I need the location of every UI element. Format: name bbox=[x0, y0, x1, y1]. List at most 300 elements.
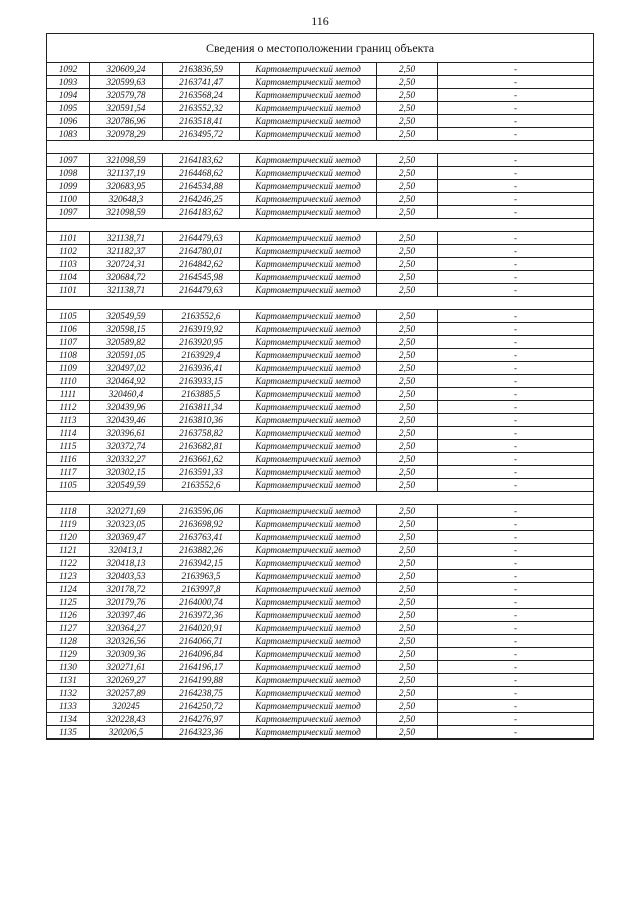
description-cell: - bbox=[438, 596, 594, 609]
precision-cell: 2,50 bbox=[377, 674, 438, 687]
method-cell: Картометрический метод bbox=[240, 414, 377, 427]
coord-x-cell: 320978,29 bbox=[90, 128, 163, 141]
point-number-cell: 1097 bbox=[47, 154, 90, 167]
method-cell: Картометрический метод bbox=[240, 89, 377, 102]
coord-x-cell: 320591,05 bbox=[90, 349, 163, 362]
description-cell: - bbox=[438, 479, 594, 492]
coord-y-cell: 2163698,92 bbox=[163, 518, 240, 531]
coord-y-cell: 2163552,6 bbox=[163, 479, 240, 492]
coord-x-cell: 320579,78 bbox=[90, 89, 163, 102]
coord-x-cell: 320439,96 bbox=[90, 401, 163, 414]
method-cell: Картометрический метод bbox=[240, 284, 377, 297]
description-cell: - bbox=[438, 245, 594, 258]
coord-x-cell: 321138,71 bbox=[90, 284, 163, 297]
coord-y-cell: 2164199,88 bbox=[163, 674, 240, 687]
coord-y-cell: 2164479,63 bbox=[163, 284, 240, 297]
coord-y-cell: 2164238,75 bbox=[163, 687, 240, 700]
coord-x-cell: 320648,3 bbox=[90, 193, 163, 206]
table-row bbox=[47, 154, 593, 167]
point-number-cell: 1132 bbox=[47, 687, 90, 700]
coord-y-cell: 2163591,33 bbox=[163, 466, 240, 479]
point-number-cell: 1098 bbox=[47, 167, 90, 180]
point-number-cell: 1114 bbox=[47, 427, 90, 440]
coord-x-cell: 320589,82 bbox=[90, 336, 163, 349]
table-row bbox=[47, 687, 593, 700]
coord-x-cell: 320609,24 bbox=[90, 63, 163, 76]
precision-cell: 2,50 bbox=[377, 453, 438, 466]
method-cell: Картометрический метод bbox=[240, 63, 377, 76]
point-number-cell: 1127 bbox=[47, 622, 90, 635]
point-number-cell: 1115 bbox=[47, 440, 90, 453]
method-cell: Картометрический метод bbox=[240, 466, 377, 479]
method-cell: Картометрический метод bbox=[240, 453, 377, 466]
description-cell: - bbox=[438, 544, 594, 557]
precision-cell: 2,50 bbox=[377, 323, 438, 336]
precision-cell: 2,50 bbox=[377, 167, 438, 180]
precision-cell: 2,50 bbox=[377, 726, 438, 739]
point-number-cell: 1119 bbox=[47, 518, 90, 531]
precision-cell: 2,50 bbox=[377, 232, 438, 245]
point-number-cell: 1100 bbox=[47, 193, 90, 206]
description-cell: - bbox=[438, 375, 594, 388]
precision-cell: 2,50 bbox=[377, 635, 438, 648]
table-row bbox=[47, 427, 593, 440]
table-row bbox=[47, 622, 593, 635]
coord-y-cell: 2163972,36 bbox=[163, 609, 240, 622]
precision-cell: 2,50 bbox=[377, 544, 438, 557]
description-cell: - bbox=[438, 414, 594, 427]
point-number-cell: 1103 bbox=[47, 258, 90, 271]
method-cell: Картометрический метод bbox=[240, 622, 377, 635]
precision-cell: 2,50 bbox=[377, 557, 438, 570]
table-row bbox=[47, 167, 593, 180]
coord-y-cell: 2163682,81 bbox=[163, 440, 240, 453]
point-number-cell: 1083 bbox=[47, 128, 90, 141]
table-row bbox=[47, 349, 593, 362]
description-cell: - bbox=[438, 570, 594, 583]
table-row bbox=[47, 674, 593, 687]
method-cell: Картометрический метод bbox=[240, 544, 377, 557]
point-number-cell: 1101 bbox=[47, 232, 90, 245]
coord-y-cell: 2163661,62 bbox=[163, 453, 240, 466]
precision-cell: 2,50 bbox=[377, 466, 438, 479]
point-number-cell: 1092 bbox=[47, 63, 90, 76]
method-cell: Картометрический метод bbox=[240, 180, 377, 193]
description-cell: - bbox=[438, 531, 594, 544]
precision-cell: 2,50 bbox=[377, 349, 438, 362]
description-cell: - bbox=[438, 388, 594, 401]
coord-y-cell: 2164246,25 bbox=[163, 193, 240, 206]
description-cell: - bbox=[438, 310, 594, 323]
table-row bbox=[47, 401, 593, 414]
table-row bbox=[47, 115, 593, 128]
point-number-cell: 1135 bbox=[47, 726, 90, 739]
coord-y-cell: 2164066,71 bbox=[163, 635, 240, 648]
description-cell: - bbox=[438, 102, 594, 115]
table-row bbox=[47, 583, 593, 596]
precision-cell: 2,50 bbox=[377, 596, 438, 609]
table-row bbox=[47, 440, 593, 453]
boundary-coordinates-table bbox=[46, 33, 594, 740]
method-cell: Картометрический метод bbox=[240, 687, 377, 700]
coord-y-cell: 2164020,91 bbox=[163, 622, 240, 635]
coord-y-cell: 2163929,4 bbox=[163, 349, 240, 362]
precision-cell: 2,50 bbox=[377, 427, 438, 440]
table-row bbox=[47, 635, 593, 648]
table-row bbox=[47, 596, 593, 609]
point-number-cell: 1097 bbox=[47, 206, 90, 219]
description-cell: - bbox=[438, 323, 594, 336]
precision-cell: 2,50 bbox=[377, 271, 438, 284]
precision-cell: 2,50 bbox=[377, 128, 438, 141]
point-number-cell: 1101 bbox=[47, 284, 90, 297]
description-cell: - bbox=[438, 609, 594, 622]
method-cell: Картометрический метод bbox=[240, 440, 377, 453]
point-number-cell: 1113 bbox=[47, 414, 90, 427]
precision-cell: 2,50 bbox=[377, 505, 438, 518]
precision-cell: 2,50 bbox=[377, 375, 438, 388]
table-row bbox=[47, 258, 593, 271]
method-cell: Картометрический метод bbox=[240, 648, 377, 661]
coord-y-cell: 2163518,41 bbox=[163, 115, 240, 128]
coord-y-cell: 2163920,95 bbox=[163, 336, 240, 349]
method-cell: Картометрический метод bbox=[240, 362, 377, 375]
table-row bbox=[47, 609, 593, 622]
table-row bbox=[47, 557, 593, 570]
coord-y-cell: 2164780,01 bbox=[163, 245, 240, 258]
description-cell: - bbox=[438, 76, 594, 89]
coord-y-cell: 2164545,98 bbox=[163, 271, 240, 284]
coord-x-cell: 320549,59 bbox=[90, 479, 163, 492]
method-cell: Картометрический метод bbox=[240, 154, 377, 167]
group-separator bbox=[47, 492, 593, 505]
description-cell: - bbox=[438, 63, 594, 76]
table-row bbox=[47, 531, 593, 544]
coord-y-cell: 2163495,72 bbox=[163, 128, 240, 141]
point-number-cell: 1129 bbox=[47, 648, 90, 661]
point-number-cell: 1095 bbox=[47, 102, 90, 115]
description-cell: - bbox=[438, 687, 594, 700]
group-separator bbox=[47, 141, 593, 154]
coord-x-cell: 321137,19 bbox=[90, 167, 163, 180]
coord-y-cell: 2164096,84 bbox=[163, 648, 240, 661]
coordinates-grid bbox=[47, 63, 593, 739]
description-cell: - bbox=[438, 271, 594, 284]
description-cell: - bbox=[438, 336, 594, 349]
description-cell: - bbox=[438, 453, 594, 466]
coord-x-cell: 321138,71 bbox=[90, 232, 163, 245]
description-cell: - bbox=[438, 648, 594, 661]
method-cell: Картометрический метод bbox=[240, 713, 377, 726]
coord-x-cell: 320178,72 bbox=[90, 583, 163, 596]
method-cell: Картометрический метод bbox=[240, 206, 377, 219]
method-cell: Картометрический метод bbox=[240, 505, 377, 518]
description-cell: - bbox=[438, 518, 594, 531]
table-row bbox=[47, 661, 593, 674]
table-row bbox=[47, 544, 593, 557]
description-cell: - bbox=[438, 206, 594, 219]
point-number-cell: 1094 bbox=[47, 89, 90, 102]
coord-y-cell: 2163919,92 bbox=[163, 323, 240, 336]
precision-cell: 2,50 bbox=[377, 583, 438, 596]
point-number-cell: 1099 bbox=[47, 180, 90, 193]
point-number-cell: 1107 bbox=[47, 336, 90, 349]
method-cell: Картометрический метод bbox=[240, 583, 377, 596]
coord-y-cell: 2163596,06 bbox=[163, 505, 240, 518]
description-cell: - bbox=[438, 700, 594, 713]
coord-y-cell: 2163741,47 bbox=[163, 76, 240, 89]
coord-x-cell: 320396,61 bbox=[90, 427, 163, 440]
table-row bbox=[47, 713, 593, 726]
table-row bbox=[47, 63, 593, 76]
coord-x-cell: 320724,31 bbox=[90, 258, 163, 271]
method-cell: Картометрический метод bbox=[240, 245, 377, 258]
coord-x-cell: 320271,61 bbox=[90, 661, 163, 674]
description-cell: - bbox=[438, 284, 594, 297]
coord-x-cell: 320326,56 bbox=[90, 635, 163, 648]
precision-cell: 2,50 bbox=[377, 284, 438, 297]
precision-cell: 2,50 bbox=[377, 310, 438, 323]
point-number-cell: 1096 bbox=[47, 115, 90, 128]
table-row bbox=[47, 336, 593, 349]
coord-y-cell: 2163997,8 bbox=[163, 583, 240, 596]
method-cell: Картометрический метод bbox=[240, 258, 377, 271]
coord-x-cell: 320271,69 bbox=[90, 505, 163, 518]
point-number-cell: 1126 bbox=[47, 609, 90, 622]
precision-cell: 2,50 bbox=[377, 102, 438, 115]
point-number-cell: 1130 bbox=[47, 661, 90, 674]
coord-y-cell: 2163882,26 bbox=[163, 544, 240, 557]
table-row bbox=[47, 102, 593, 115]
coord-y-cell: 2164534,88 bbox=[163, 180, 240, 193]
point-number-cell: 1116 bbox=[47, 453, 90, 466]
table-row bbox=[47, 726, 593, 739]
coord-x-cell: 320302,15 bbox=[90, 466, 163, 479]
description-cell: - bbox=[438, 505, 594, 518]
description-cell: - bbox=[438, 713, 594, 726]
precision-cell: 2,50 bbox=[377, 648, 438, 661]
coord-x-cell: 321098,59 bbox=[90, 206, 163, 219]
precision-cell: 2,50 bbox=[377, 661, 438, 674]
description-cell: - bbox=[438, 154, 594, 167]
table-row bbox=[47, 505, 593, 518]
precision-cell: 2,50 bbox=[377, 609, 438, 622]
table-row bbox=[47, 232, 593, 245]
coord-x-cell: 320599,63 bbox=[90, 76, 163, 89]
table-row bbox=[47, 362, 593, 375]
method-cell: Картометрический метод bbox=[240, 700, 377, 713]
precision-cell: 2,50 bbox=[377, 700, 438, 713]
table-row bbox=[47, 245, 593, 258]
point-number-cell: 1106 bbox=[47, 323, 90, 336]
coord-x-cell: 320323,05 bbox=[90, 518, 163, 531]
point-number-cell: 1102 bbox=[47, 245, 90, 258]
table-row bbox=[47, 466, 593, 479]
description-cell: - bbox=[438, 635, 594, 648]
page-number: 116 bbox=[311, 14, 329, 28]
table-row bbox=[47, 570, 593, 583]
coord-x-cell: 320464,92 bbox=[90, 375, 163, 388]
table-row bbox=[47, 323, 593, 336]
method-cell: Картометрический метод bbox=[240, 128, 377, 141]
method-cell: Картометрический метод bbox=[240, 674, 377, 687]
description-cell: - bbox=[438, 726, 594, 739]
precision-cell: 2,50 bbox=[377, 414, 438, 427]
point-number-cell: 1124 bbox=[47, 583, 90, 596]
precision-cell: 2,50 bbox=[377, 570, 438, 583]
coord-x-cell: 320591,54 bbox=[90, 102, 163, 115]
precision-cell: 2,50 bbox=[377, 362, 438, 375]
method-cell: Картометрический метод bbox=[240, 115, 377, 128]
coord-y-cell: 2163810,36 bbox=[163, 414, 240, 427]
method-cell: Картометрический метод bbox=[240, 102, 377, 115]
precision-cell: 2,50 bbox=[377, 206, 438, 219]
table-row bbox=[47, 180, 593, 193]
method-cell: Картометрический метод bbox=[240, 336, 377, 349]
precision-cell: 2,50 bbox=[377, 687, 438, 700]
precision-cell: 2,50 bbox=[377, 89, 438, 102]
description-cell: - bbox=[438, 466, 594, 479]
coord-x-cell: 320439,46 bbox=[90, 414, 163, 427]
method-cell: Картометрический метод bbox=[240, 349, 377, 362]
point-number-cell: 1108 bbox=[47, 349, 90, 362]
description-cell: - bbox=[438, 89, 594, 102]
coord-x-cell: 320413,1 bbox=[90, 544, 163, 557]
coord-x-cell: 320549,59 bbox=[90, 310, 163, 323]
method-cell: Картометрический метод bbox=[240, 635, 377, 648]
coord-y-cell: 2164196,17 bbox=[163, 661, 240, 674]
coord-y-cell: 2163885,5 bbox=[163, 388, 240, 401]
coord-x-cell: 321098,59 bbox=[90, 154, 163, 167]
precision-cell: 2,50 bbox=[377, 531, 438, 544]
point-number-cell: 1122 bbox=[47, 557, 90, 570]
description-cell: - bbox=[438, 349, 594, 362]
coord-y-cell: 2163758,82 bbox=[163, 427, 240, 440]
description-cell: - bbox=[438, 440, 594, 453]
coord-x-cell: 320460,4 bbox=[90, 388, 163, 401]
table-row bbox=[47, 518, 593, 531]
precision-cell: 2,50 bbox=[377, 180, 438, 193]
coord-x-cell: 320245 bbox=[90, 700, 163, 713]
coord-x-cell: 320269,27 bbox=[90, 674, 163, 687]
precision-cell: 2,50 bbox=[377, 388, 438, 401]
coord-x-cell: 320418,13 bbox=[90, 557, 163, 570]
method-cell: Картометрический метод bbox=[240, 232, 377, 245]
group-separator bbox=[47, 297, 593, 310]
description-cell: - bbox=[438, 167, 594, 180]
precision-cell: 2,50 bbox=[377, 154, 438, 167]
coord-x-cell: 320684,72 bbox=[90, 271, 163, 284]
table-row bbox=[47, 76, 593, 89]
coord-y-cell: 2163552,32 bbox=[163, 102, 240, 115]
description-cell: - bbox=[438, 674, 594, 687]
coord-x-cell: 320179,76 bbox=[90, 596, 163, 609]
point-number-cell: 1105 bbox=[47, 479, 90, 492]
description-cell: - bbox=[438, 427, 594, 440]
description-cell: - bbox=[438, 557, 594, 570]
table-row bbox=[47, 700, 593, 713]
point-number-cell: 1128 bbox=[47, 635, 90, 648]
point-number-cell: 1121 bbox=[47, 544, 90, 557]
method-cell: Картометрический метод bbox=[240, 401, 377, 414]
coord-y-cell: 2164842,62 bbox=[163, 258, 240, 271]
method-cell: Картометрический метод bbox=[240, 427, 377, 440]
coord-y-cell: 2164183,62 bbox=[163, 154, 240, 167]
coord-x-cell: 321182,37 bbox=[90, 245, 163, 258]
table-row bbox=[47, 453, 593, 466]
point-number-cell: 1125 bbox=[47, 596, 90, 609]
coord-x-cell: 320332,27 bbox=[90, 453, 163, 466]
description-cell: - bbox=[438, 622, 594, 635]
coord-y-cell: 2164323,36 bbox=[163, 726, 240, 739]
method-cell: Картометрический метод bbox=[240, 375, 377, 388]
table-row bbox=[47, 89, 593, 102]
description-cell: - bbox=[438, 193, 594, 206]
precision-cell: 2,50 bbox=[377, 713, 438, 726]
description-cell: - bbox=[438, 128, 594, 141]
point-number-cell: 1111 bbox=[47, 388, 90, 401]
coord-y-cell: 2163942,15 bbox=[163, 557, 240, 570]
description-cell: - bbox=[438, 232, 594, 245]
point-number-cell: 1104 bbox=[47, 271, 90, 284]
description-cell: - bbox=[438, 115, 594, 128]
method-cell: Картометрический метод bbox=[240, 271, 377, 284]
table-row bbox=[47, 310, 593, 323]
coord-x-cell: 320683,95 bbox=[90, 180, 163, 193]
method-cell: Картометрический метод bbox=[240, 388, 377, 401]
method-cell: Картометрический метод bbox=[240, 557, 377, 570]
coord-y-cell: 2164183,62 bbox=[163, 206, 240, 219]
coord-x-cell: 320364,27 bbox=[90, 622, 163, 635]
table-row bbox=[47, 128, 593, 141]
table-row bbox=[47, 375, 593, 388]
description-cell: - bbox=[438, 583, 594, 596]
point-number-cell: 1133 bbox=[47, 700, 90, 713]
coord-y-cell: 2163933,15 bbox=[163, 375, 240, 388]
coord-x-cell: 320228,43 bbox=[90, 713, 163, 726]
coord-y-cell: 2163811,34 bbox=[163, 401, 240, 414]
coord-x-cell: 320257,89 bbox=[90, 687, 163, 700]
coord-y-cell: 2163963,5 bbox=[163, 570, 240, 583]
point-number-cell: 1112 bbox=[47, 401, 90, 414]
coord-y-cell: 2163568,24 bbox=[163, 89, 240, 102]
point-number-cell: 1093 bbox=[47, 76, 90, 89]
method-cell: Картометрический метод bbox=[240, 310, 377, 323]
coord-y-cell: 2163936,41 bbox=[163, 362, 240, 375]
coord-x-cell: 320497,02 bbox=[90, 362, 163, 375]
coord-x-cell: 320372,74 bbox=[90, 440, 163, 453]
coord-x-cell: 320397,46 bbox=[90, 609, 163, 622]
precision-cell: 2,50 bbox=[377, 518, 438, 531]
precision-cell: 2,50 bbox=[377, 258, 438, 271]
precision-cell: 2,50 bbox=[377, 622, 438, 635]
method-cell: Картометрический метод bbox=[240, 609, 377, 622]
coord-y-cell: 2164250,72 bbox=[163, 700, 240, 713]
point-number-cell: 1131 bbox=[47, 674, 90, 687]
description-cell: - bbox=[438, 362, 594, 375]
point-number-cell: 1120 bbox=[47, 531, 90, 544]
method-cell: Картометрический метод bbox=[240, 726, 377, 739]
table-row bbox=[47, 284, 593, 297]
table-row bbox=[47, 414, 593, 427]
point-number-cell: 1105 bbox=[47, 310, 90, 323]
description-cell: - bbox=[438, 180, 594, 193]
point-number-cell: 1117 bbox=[47, 466, 90, 479]
coord-y-cell: 2163552,6 bbox=[163, 310, 240, 323]
precision-cell: 2,50 bbox=[377, 401, 438, 414]
method-cell: Картометрический метод bbox=[240, 479, 377, 492]
coord-y-cell: 2164000,74 bbox=[163, 596, 240, 609]
